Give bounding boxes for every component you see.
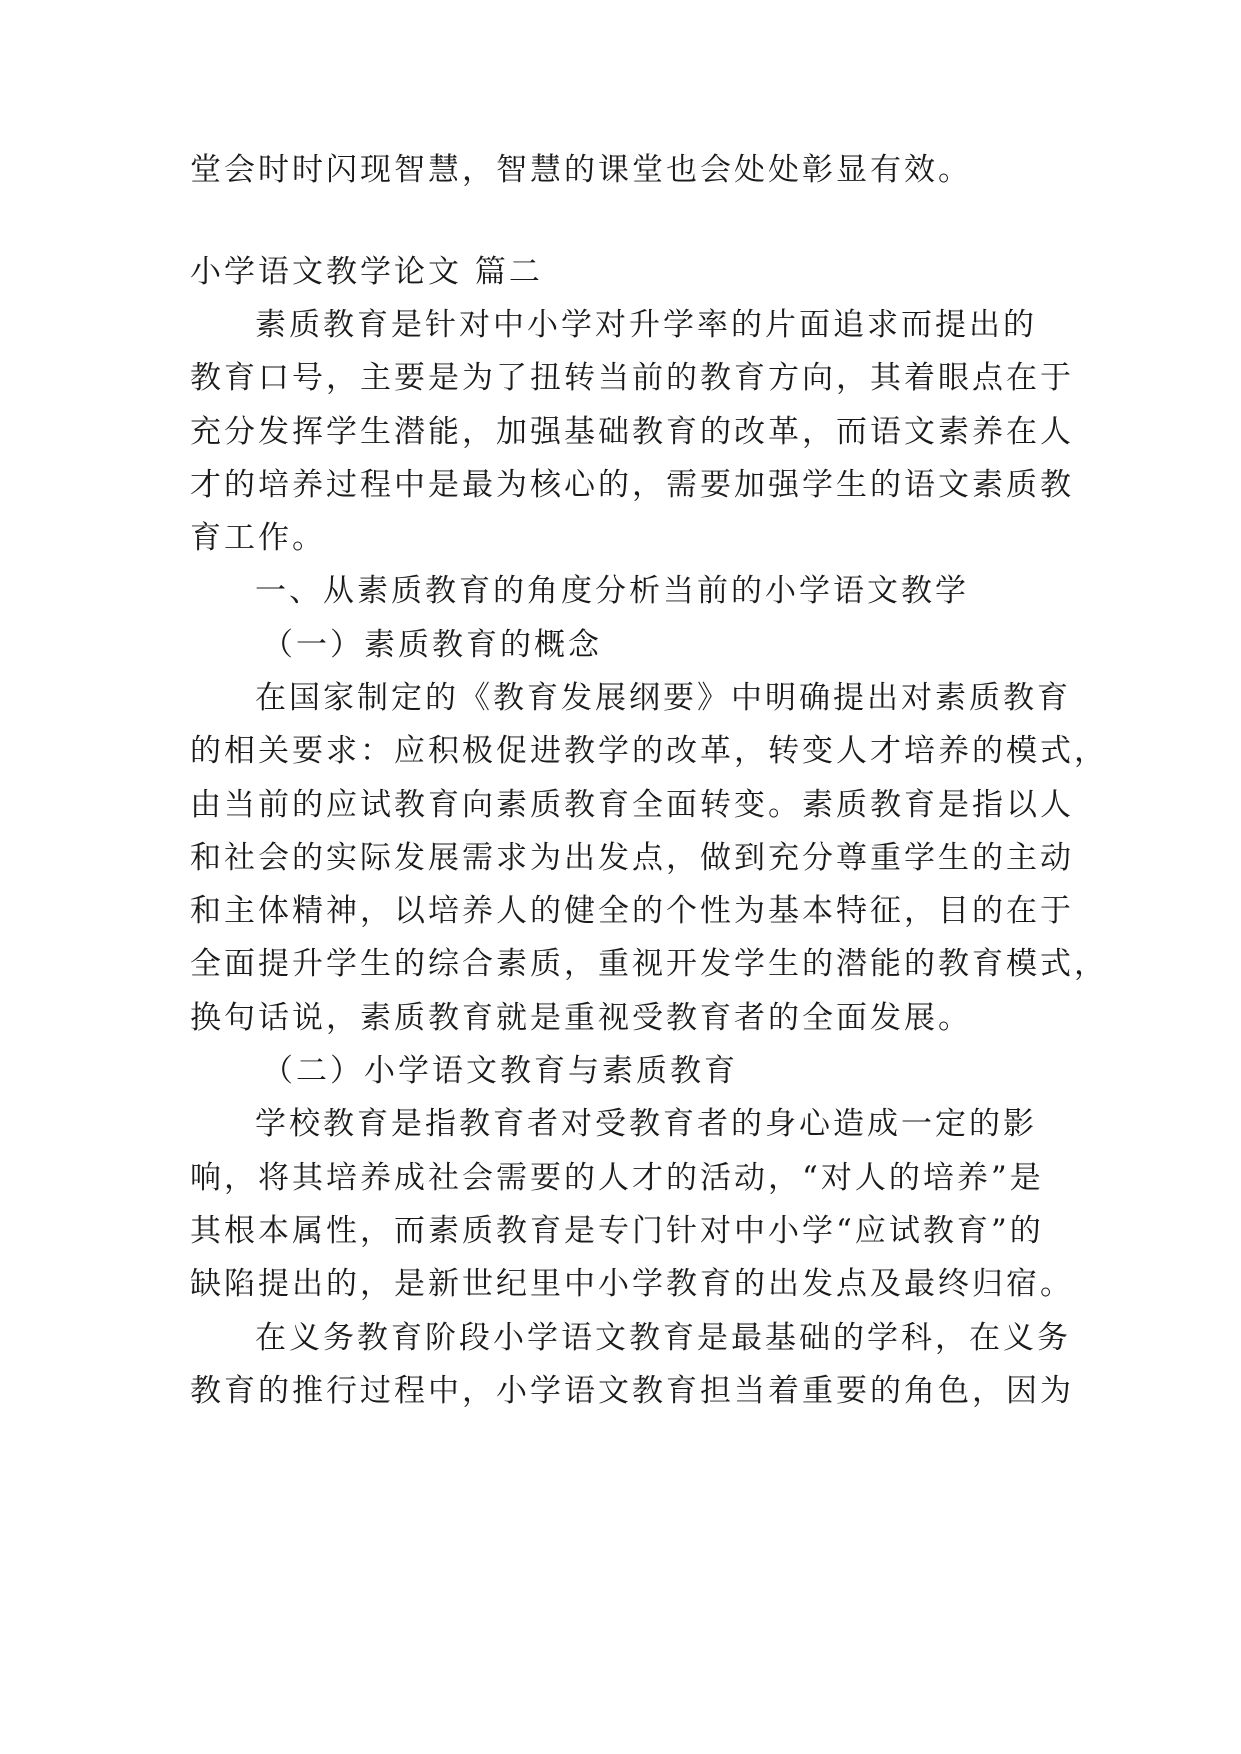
- section-heading: 小学语文教学论文 篇二: [190, 254, 543, 290]
- subheading: （一）素质教育的概念: [262, 627, 602, 663]
- text-line: 的相关要求：应积极促进教学的改革，转变人才培养的模式，: [190, 733, 1108, 769]
- text-line: 素质教育是针对中小学对升学率的片面追求而提出的: [255, 307, 1037, 343]
- text-line: 充分发挥学生潜能，加强基础教育的改革，而语文素养在人: [190, 414, 1074, 450]
- text-line: 学校教育是指教育者对受教育者的身心造成一定的影: [255, 1106, 1037, 1142]
- text-line: 和主体精神，以培养人的健全的个性为基本特征，目的在于: [190, 893, 1074, 929]
- text-line: 育工作。: [190, 520, 326, 556]
- text-line: 和社会的实际发展需求为出发点，做到充分尊重学生的主动: [190, 840, 1074, 876]
- text-line: 缺陷提出的，是新世纪里中小学教育的出发点及最终归宿。: [190, 1266, 1074, 1302]
- text-line: 教育的推行过程中，小学语文教育担当着重要的角色，因为: [190, 1373, 1074, 1409]
- text-line: 才的培养过程中是最为核心的，需要加强学生的语文素质教: [190, 467, 1074, 503]
- text-line: 堂会时时闪现智慧，智慧的课堂也会处处彰显有效。: [190, 152, 972, 188]
- subheading: 一、从素质教育的角度分析当前的小学语文教学: [255, 573, 969, 609]
- text-line: 教育口号，主要是为了扭转当前的教育方向，其着眼点在于: [190, 360, 1074, 396]
- text-line: 响，将其培养成社会需要的人才的活动，“对人的培养”是: [190, 1160, 1044, 1196]
- subheading: （二）小学语文教育与素质教育: [262, 1053, 738, 1089]
- text-line: 换句话说，素质教育就是重视受教育者的全面发展。: [190, 1000, 972, 1036]
- text-line: 由当前的应试教育向素质教育全面转变。素质教育是指以人: [190, 787, 1074, 823]
- text-line: 其根本属性，而素质教育是专门针对中小学“应试教育”的: [190, 1213, 1044, 1249]
- text-line: 全面提升学生的综合素质，重视开发学生的潜能的教育模式，: [190, 946, 1108, 982]
- text-line: 在国家制定的《教育发展纲要》中明确提出对素质教育: [255, 680, 1071, 716]
- text-line: 在义务教育阶段小学语文教育是最基础的学科，在义务: [255, 1320, 1071, 1356]
